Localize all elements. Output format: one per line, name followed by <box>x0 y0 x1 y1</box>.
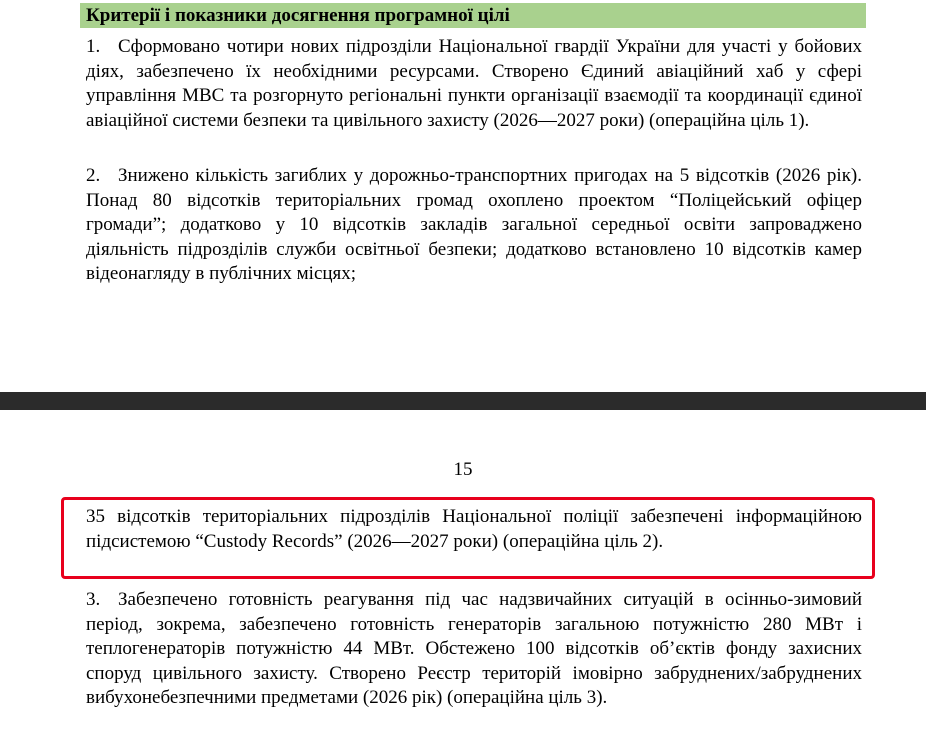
item-number: 3. <box>86 589 101 610</box>
page-number: 15 <box>453 459 473 480</box>
section-heading: Критерії і показники досягнення програмної цілі <box>80 3 866 28</box>
criteria-item-2-continuation: 35 відсотків територіальних підрозділів Національної поліції забезпечені інформаційною підсистемою “Custody Records” (2026—2027 роки) (операційна ціль 2). <box>86 506 862 552</box>
item-text: Сформовано чотири нових підрозділи Національної гвардії України для участі у бойових діях, забезпечено їх необхідними ресурсами. Створено Єдиний авіаційний хаб у сфері управління МВС та розгорнуто регіональні пункти організації взаємодії та координації єдиної авіаційної системи безпеки та цивільного захисту (2026—2027 роки) (операційна ціль 1). <box>86 36 862 131</box>
page-separator <box>0 392 926 410</box>
item-text: Забезпечено готовність реагування під час надзвичайних ситуацій в осінньо-зимовий період, зокрема, забезпечено готовність генераторів загальною потужністю 280 МВт і теплогенераторів потужністю 44 МВт. Обстежено 100 відсотків об’єктів фонду захисних споруд цивільного захисту. Створено Реєстр територій імовірно забруднених/забруднених вибухонебезпечними предметами (2026 рік) (операційна ціль 3). <box>86 589 862 708</box>
item-number: 2. <box>86 165 101 186</box>
item-text: Знижено кількість загиблих у дорожньо-транспортних пригодах на 5 відсотків (2026 рік). Понад 80 відсотків територіальних громад охоплено проектом “Поліцейський офіцер громади”; додатково у 10 відсотків закладів загальної середньої освіти запроваджено діяльність підрозділів служби освітньої безпеки; додатково встановлено 10 відсотків камер відеонагляду в публічних місцях; <box>86 165 862 284</box>
item-number: 1. <box>86 36 101 57</box>
criteria-item-2 <box>86 164 862 287</box>
criteria-item-3 <box>86 588 862 711</box>
criteria-item-1 <box>86 35 862 133</box>
